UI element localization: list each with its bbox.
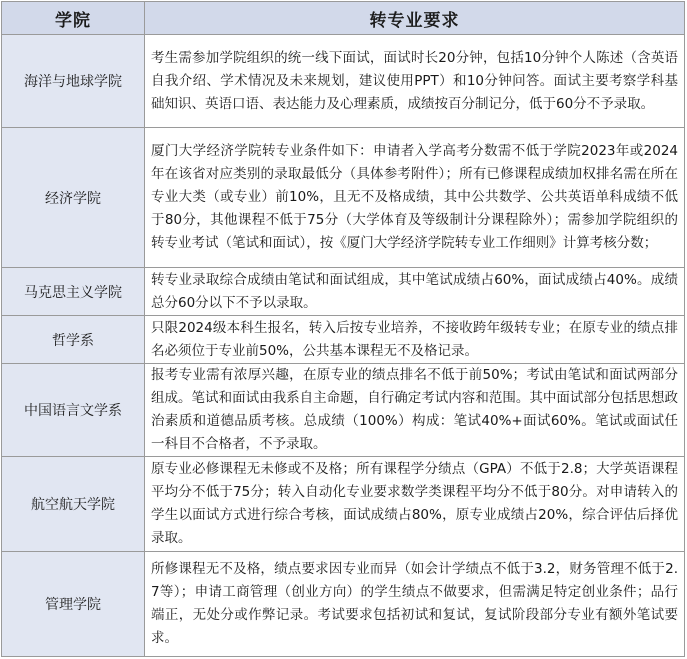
requirement-cell: 所修课程无不及格，绩点要求因专业而异（如会计学绩点不低于3.2，财务管理不低于2.7等）；申请工商管理（创业方向）的学生绩点不做要求，但需满足特定创业条件；品行端正，无处分或作弊记录。考试要求包括初试和复试，复试阶段部分专业有额外笔试要求。: [145, 552, 685, 657]
college-name-cell: 航空航天学院: [2, 457, 145, 552]
college-name-cell: 马克思主义学院: [2, 268, 145, 316]
requirement-cell: 报考专业需有浓厚兴趣，在原专业的绩点排名不低于前50%；考试由笔试和面试两部分组成。笔试和面试由我系自主命题，自行确定考试内容和范围。其中面试部分包括思想政治素质和道德品质考核。总成绩（100%）构成：笔试40%+面试60%。笔试或面试任一科目不合格者，不予录取。: [145, 364, 685, 457]
college-name-cell: 海洋与地球学院: [2, 35, 145, 128]
header-row: [2, 2, 685, 35]
college-name-cell: 经济学院: [2, 128, 145, 268]
requirement-cell: 厦门大学经济学院转专业条件如下：申请者入学高考分数需不低于学院2023年或2024年在该省对应类别的录取最低分（具体参考附件）；所有已修课程成绩加权排名需在所在专业大类（或专业）前10%，且无不及格成绩，其中公共数学、公共英语单科成绩不低于80分，其他课程不低于75分（大学体育及等级制计分课程除外）；需参加学院组织的转专业考试（笔试和面试），按《厦门大学经济学院转专业工作细则》计算考核分数；: [145, 128, 685, 268]
requirement-column-header: 转专业要求: [145, 2, 685, 35]
requirement-cell: 考生需参加学院组织的统一线下面试，面试时长20分钟，包括10分钟个人陈述（含英语自我介绍、学术情况及未来规划，建议使用PPT）和10分钟问答。面试主要考察学科基础知识、英语口语、表达能力及心理素质，成绩按百分制记分，低于60分不予录取。: [145, 35, 685, 128]
requirement-cell: 转专业录取综合成绩由笔试和面试组成，其中笔试成绩占60%，面试成绩占40%。成绩总分60分以下不予以录取。: [145, 268, 685, 316]
table-row: [2, 364, 685, 457]
table-body: [2, 35, 685, 657]
college-name-cell: 哲学系: [2, 316, 145, 364]
table-row: [2, 35, 685, 128]
transfer-requirements-table: [1, 1, 685, 657]
college-name-cell: 管理学院: [2, 552, 145, 657]
table-header: [2, 2, 685, 35]
table-row: [2, 316, 685, 364]
requirement-cell: 只限2024级本科生报名，转入后按专业培养，不接收跨年级转专业；在原专业的绩点排名必须位于专业前50%，公共基本课程无不及格记录。: [145, 316, 685, 364]
table-row: [2, 457, 685, 552]
table-row: [2, 268, 685, 316]
college-column-header: 学院: [2, 2, 145, 35]
college-name-cell: 中国语言文学系: [2, 364, 145, 457]
requirement-cell: 原专业必修课程无未修或不及格；所有课程学分绩点（GPA）不低于2.8；大学英语课程平均分不低于75分；转入自动化专业要求数学类课程平均分不低于80分。对申请转入的学生以面试方式进行综合考核，面试成绩占80%，原专业成绩占20%，综合评估后择优录取。: [145, 457, 685, 552]
table-row: [2, 128, 685, 268]
table-row: [2, 552, 685, 657]
